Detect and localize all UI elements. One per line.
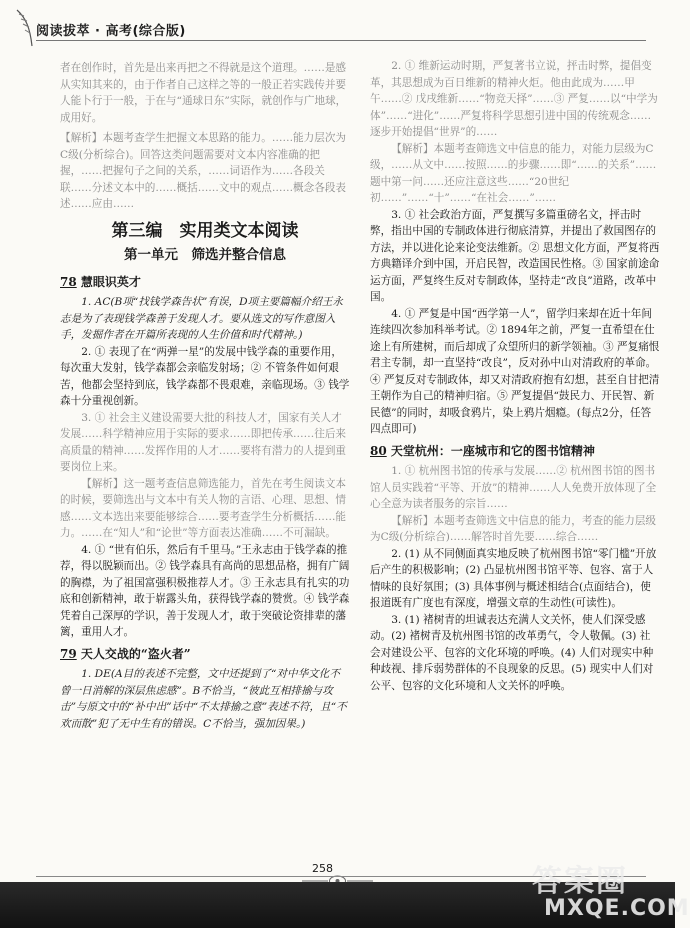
section-heading-80 <box>370 443 660 460</box>
section-heading-78 <box>60 274 350 291</box>
answer-78-1: 1. AC(B项“找钱学森告状”有误，D项主要篇幅介绍王永志是为了表现钱学森善于发现人才。要从选文的写作意图入手，发掘作者在开篇所表现的人生价值和时代精神。) <box>60 296 343 341</box>
section-number: 79 <box>60 646 77 661</box>
answer-78-3: 3. ① 社会主义建设需要大批的科技人才，国家有关人才发展……科学精神应用于实际的要求……即把传承……往后来高质量的精神……发挥作用的人才……要将有潜力的人提到重要岗位上来。 <box>60 411 347 473</box>
answer-79-3: 3. ① 社会政治方面，严复撰写多篇重磅名文，抨击时弊，指出中国的专制政体进行彻底清算，并提出了救国图存的方法，并以进化论来论变法维新。② 思想文化方面，严复将西方典籍译介到中国，开启民智，改造国民性格。③ 国家前途命运方面，严复终生反对专制政体，坚持走“改良”道路，改革中国。 <box>370 208 660 303</box>
section-title: 慧眼识英才 <box>80 274 141 289</box>
left-column <box>60 60 350 732</box>
page-number: 258 <box>312 862 333 875</box>
answer-79-4: 4. ① 严复是中国“西学第一人”，留学归来却在近十年间连续四次参加科举考试。② 1894年之前，严复一直希望在仕途上有所建树，而后却成了众望所归的新学领袖。③ 严复痛恨君主专制，却一直坚持“改良”，反对孙中山对清政府的革命。④ 严复反对专制政体，却又对清政府抱有幻想，甚至自甘把清王朝作为自己的精神归宿。⑤ 严复提倡“鼓民力、开民智、新民德”的同时，却吸食鸦片，染上鸦片烟瘾。(每点2分，任答四点即可) <box>370 307 660 435</box>
page-header <box>0 0 675 52</box>
answer-78-2: 2. ① 表现了在“两弹一星”的发展中钱学森的重要作用，每次重大发射，钱学森都会亲临发射场；② 不管条件如何艰苦，他都会坚持到底，钱学森都不畏艰难，亲临现场。③ 钱学森十分重视创新。 <box>60 345 350 407</box>
right-column <box>370 58 660 694</box>
analysis-80: 【解析】本题考查筛选文中信息的能力，考查的能力层级为C级(分析综合)……解答时首先要……综合…… <box>370 514 657 543</box>
analysis-78: 【解析】这一题考查信息筛选能力，首先在考生阅读文本的时候，要筛选出与文本中有关人物的言语、心理、思想、情感……文本选出来要能够综合……要考查学生分析概括……能力。……在“知人”和“论世”等方面表达准确……不可漏缺。 <box>60 477 347 539</box>
answer-paragraph: 者在创作时，首先是出来再把之不得就是这个道理。……是感从实知其来的，由于作者自己这样之等的一般正若实践传并要人能卜行于一般，于在与“通球日东”实际，就创作与广地球，成用好。 <box>60 62 347 124</box>
section-number: 80 <box>370 443 387 458</box>
part-title: 第三编 实用类文本阅读 <box>111 220 299 241</box>
analysis-79: 【解析】本题考查筛选文中信息的能力，对能力层级为C级，……从文中……按照……的步骤……即“……的关系”……题中第一问……还应注意这些……“20世纪初……”……“十”……“在社会……”…… <box>370 142 657 204</box>
watermark <box>532 856 690 926</box>
watermark-line-2: MXQE.COM <box>544 896 690 921</box>
header-rule <box>36 40 646 41</box>
answer-80-2: 2. (1) 从不同侧面真实地反映了杭州图书馆“零门槛”开放后产生的积极影响；(2) 凸显杭州图书馆平等、包容、富于人情味的良好氛围；(3) 具体事例与概述相结合(点面结合)，使报道既有广度也有深度，增强文章的生动性(可读性)。 <box>370 547 657 609</box>
section-heading-79 <box>60 646 350 663</box>
answer-79-2: 2. ① 维新运动时期，严复著书立说，抨击时弊，提倡变革，其思想成为百日维新的精神火炬。他由此成为……甲午……② 戊戌维新……“物竞天择”……③ 严复……以“中学为体”……“进化”……严复将科学思想引进中国的传统观念……逐步开始提倡“世界”的…… <box>370 60 658 138</box>
feather-icon <box>14 8 36 48</box>
answer-80-1: 1. ① 杭州图书馆的传承与发展……② 杭州图书馆的图书馆人员实践着“平等、开放”的精神……人人免费开放体现了全心全意为读者服务的宗旨…… <box>370 465 657 510</box>
answer-79-1: 1. DE(A目的表述不完整，文中还提到了“对中华文化不曾一日消解的深层焦虑感”。B不恰当，“彼此互相排揄与攻击”与原文中的“补中出”话中“不太排揄之意”表述不符，且“不欢而散”犯了无中生有的错误。C不恰当，强加因果。) <box>60 668 347 730</box>
unit-title: 第一单元 筛选并整合信息 <box>124 247 286 263</box>
watermark-line-1: 答案圈 <box>532 864 628 899</box>
section-title: 天人交战的“盗火者” <box>80 646 191 661</box>
answer-80-3: 3. (1) 褚树青的坦诚表达充满人文关怀，使人们深受感动。(2) 褚树青及杭州图书馆的改革勇气，令人敬佩。(3) 社会对建设公平、包容的文化环境的呼唤。(4) 人们对现实中种种歧视、排斥弱势群体的不良现象的反思。(5) 现实中人们对公平、包容的文化环境和人文关怀的呼唤。 <box>370 613 654 692</box>
book-title: 阅读拔萃 · 高考(综合版) <box>36 24 186 39</box>
section-title: 天堂杭州：一座城市和它的图书馆精神 <box>390 443 595 458</box>
section-number: 78 <box>60 274 77 289</box>
answer-78-4: 4. ① “世有伯乐，然后有千里马。”王永志由于钱学森的推荐，得以脱颖而出。② 钱学森具有高尚的思想品格，拥有广阔的胸襟，为了祖国富强积极推荐人才。③ 王永志具有扎实的功底和创新精神，敢于崭露头角，获得钱学森的赞赏。④ 钱学森凭着自己深厚的学识，善于发现人才，敢于突破论资排辈的藩篱，重用人才。 <box>60 543 350 638</box>
analysis-paragraph: 【解析】本题考查学生把握文本思路的能力。……能力层次为C级(分析综合)。回答这类问题需要对文本内容准确的把握，……把握句子之间的关系，……词语作为……各段关联……分述文本中的……概括……文中的观点……概念各段表述……应由…… <box>60 132 347 210</box>
